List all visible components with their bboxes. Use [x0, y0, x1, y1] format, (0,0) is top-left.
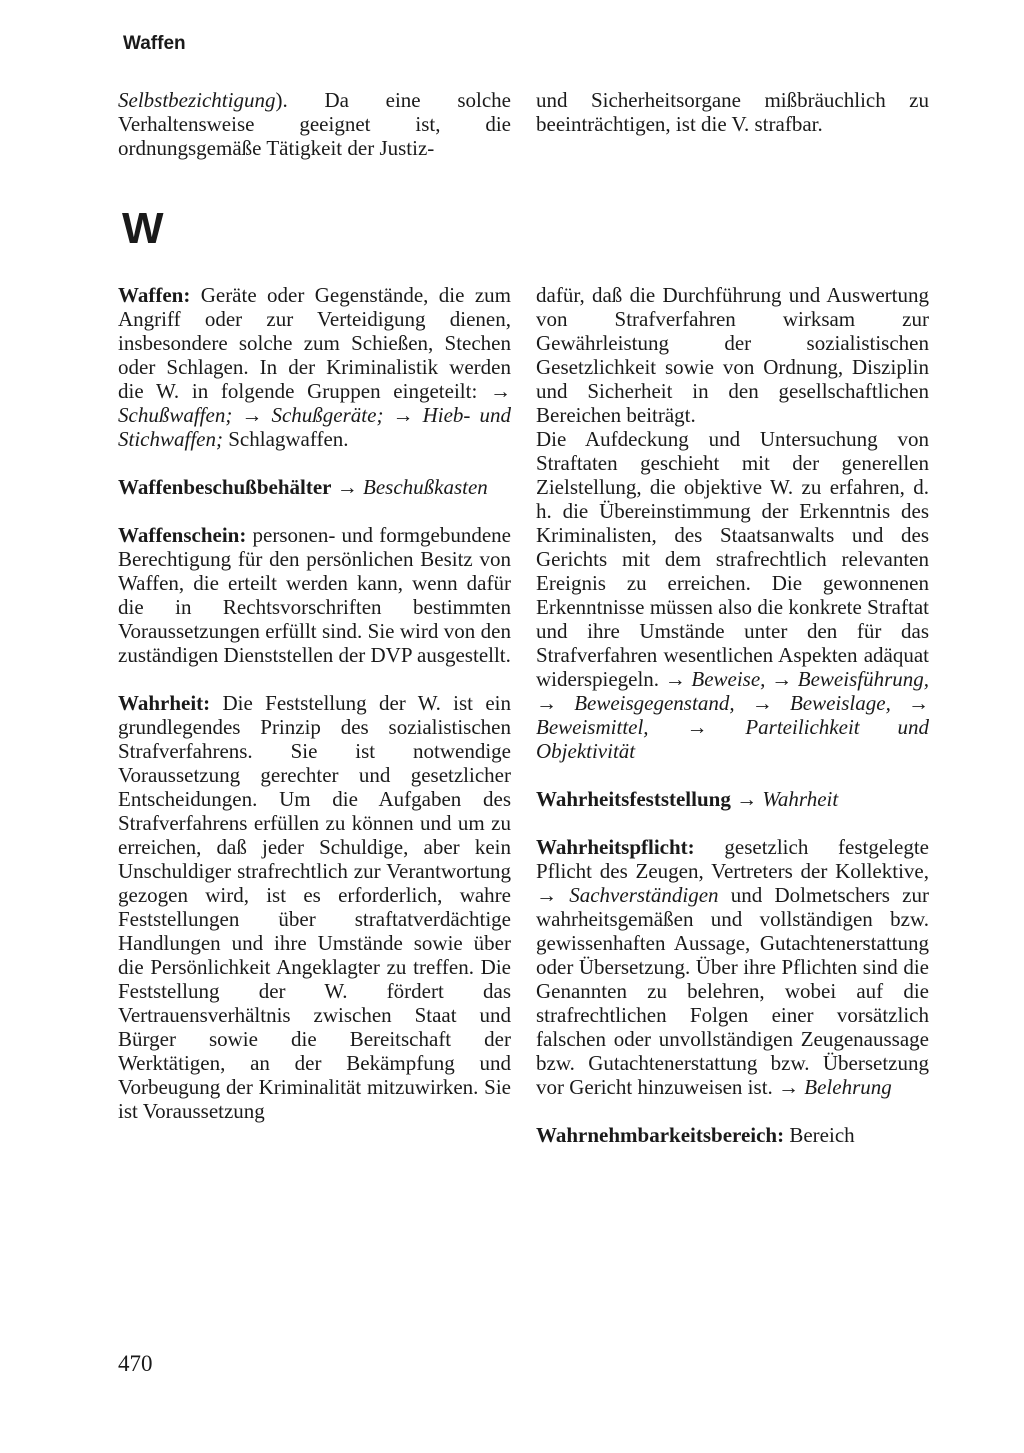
arrow-icon: → [536, 691, 575, 715]
arrow-icon: → [730, 787, 763, 811]
cross-reference: Parteilichkeit und Objektivität [536, 715, 929, 763]
carryover-left-paragraph [118, 88, 511, 160]
section-letter: W [122, 204, 164, 253]
cross-reference: Schußwaffen; [118, 403, 233, 427]
carryover-right-paragraph: und Sicherheitsorgane mißbräuchlich zu beeinträchtigen, ist die V. strafbar. [536, 88, 929, 136]
cross-reference: Beweisführung, [797, 667, 930, 691]
entry-text: Bereich [784, 1123, 855, 1147]
arrow-icon: → [890, 691, 930, 715]
entry-term: Waffenschein: [118, 523, 247, 547]
arrow-icon: → [232, 403, 272, 427]
entry-term: Wahrheit: [118, 691, 211, 715]
entry-text: Geräte oder Gegenstände, die zum Angriff oder zur Verteidigung dienen, insbesondere solche zum Schießen, Stechen oder Schlagen. In der Kriminalistik werden die W. in folgende Gruppen eingeteilt: → [118, 283, 511, 403]
entry-wahrheit-paragraph-2 [536, 427, 929, 763]
cross-reference: Beweismittel, [536, 715, 649, 739]
carryover-right [536, 88, 929, 136]
arrow-icon: → [331, 475, 364, 499]
entry-text: und Dolmetschers zur wahrheitsgemäßen und vollständigen bzw. gewissenhaften Aussage, Gutachtenerstattung oder Übersetzung. Über ihre Pflichten sind die Genannten zu belehren, wobei auf die strafrechtlichen Folgen einer vorsätzlich falschen oder unvollständigen Zeugenaussage bzw. Gutachtenerstattung bzw. Übersetzung vor Gericht hinzuweisen ist. → [536, 883, 929, 1099]
cross-reference: Sachverständigen [569, 883, 719, 907]
left-column [118, 283, 511, 1123]
carryover-left-text: ). Da eine solche Verhaltensweise geeignet ist, die ordnungsgemäße Tätigkeit der Justiz- [118, 88, 511, 160]
cross-reference: Hieb- und Stichwaffen; [118, 403, 511, 451]
entry-term: Wahrnehmbarkeitsbereich: [536, 1123, 785, 1147]
entry-wahrheit-continued: dafür, daß die Durchführung und Auswertung von Strafverfahren wirksam zur Gewährleistung der sozialistischen Gesetzlichkeit sowie von Ordnung, Disziplin und Sicherheit in den gesellschaftlichen Bereichen beiträgt. [536, 283, 929, 427]
arrow-icon: → [734, 691, 790, 715]
entry-term: Wahrheitsfeststellung [536, 787, 731, 811]
cross-reference: Wahrheit [762, 787, 839, 811]
entry-text: personen- und formgebundene Berechtigung für den persönlichen Besitz von Waffen, die erteilt werden kann, wenn dafür die in Rechtsvorschriften bestimmten Voraussetzungen erfüllt sind. Sie wird von den zuständigen Dienststellen der DVP ausgestellt. [118, 523, 511, 667]
entry-text: gesetzlich festgelegte Pflicht des Zeugen, Vertreters der Kollektive, → [536, 835, 929, 907]
entry-wahrheit [118, 691, 511, 1123]
cross-reference: Schußgeräte; [271, 403, 384, 427]
entry-waffen [118, 283, 511, 451]
cross-reference: Beschußkasten [363, 475, 488, 499]
entry-wahrnehmbarkeitsbereich [536, 1123, 929, 1147]
entry-term: Waffen: [118, 283, 191, 307]
entry-waffenschein [118, 523, 511, 667]
cross-reference: Beweisgegenstand, [574, 691, 735, 715]
entry-wahrheitspflicht [536, 835, 929, 1099]
cross-reference: Belehrung [804, 1075, 892, 1099]
entry-waffenbeschussbehaelter [118, 475, 511, 499]
running-head: Waffen [123, 33, 186, 54]
cross-reference: Beweise, [691, 667, 766, 691]
entry-term: Wahrheitspflicht: [536, 835, 695, 859]
carryover-left [118, 88, 511, 160]
page-number: 470 [118, 1351, 153, 1376]
arrow-icon: → [383, 403, 423, 427]
entry-wahrheitsfeststellung [536, 787, 929, 811]
entry-text: Die Feststellung der W. ist ein grundlegendes Prinzip des sozialistischen Strafverfahrens. Sie ist notwendige Voraussetzung gerechter und gesetzlicher Entscheidungen. Um die Aufgaben des Strafverfahrens erfüllen zu können und um zu erreichen, daß jeder Schuldige, aber kein Unschuldiger strafrechtlich zur Verantwortung gezogen wird, ist es erforderlich, wahre Feststellungen über straftatverdächtige Handlungen und ihre Umstände sowie über die Persönlichkeit Angeklagter zu treffen. Die Feststellung der W. fördert das Vertrauensverhältnis zwischen Staat und Bürger sowie die Bereitschaft der Werktätigen, an der Bekämpfung und Vorbeugung der Kriminalität mitzuwirken. Sie ist Voraussetzung [118, 691, 511, 1123]
entry-term: Waffenbeschußbehälter [118, 475, 332, 499]
cross-reference: Beweislage, [789, 691, 891, 715]
arrow-icon: → [648, 715, 746, 739]
entry-text: Schlagwaffen. [222, 427, 349, 451]
arrow-icon: → [765, 667, 798, 691]
entry-text: Die Aufdeckung und Untersuchung von Straftaten geschieht mit der generellen Zielstellung, die objektive W. zu erfahren, d. h. die Übereinstimmung der Erkenntnis des Kriminalisten, des Staatsanwalts und des Gerichts mit dem strafrechtlich relevanten Ereignis zu erreichen. Die gewonnenen Erkenntnisse müssen also die konkrete Straftat und ihre Umstände unter den für das Strafverfahren wesentlichen Aspekten adäquat widerspiegeln. → [536, 427, 929, 691]
carryover-italic: Selbstbezichtigung [118, 88, 276, 112]
right-column [536, 283, 929, 1147]
